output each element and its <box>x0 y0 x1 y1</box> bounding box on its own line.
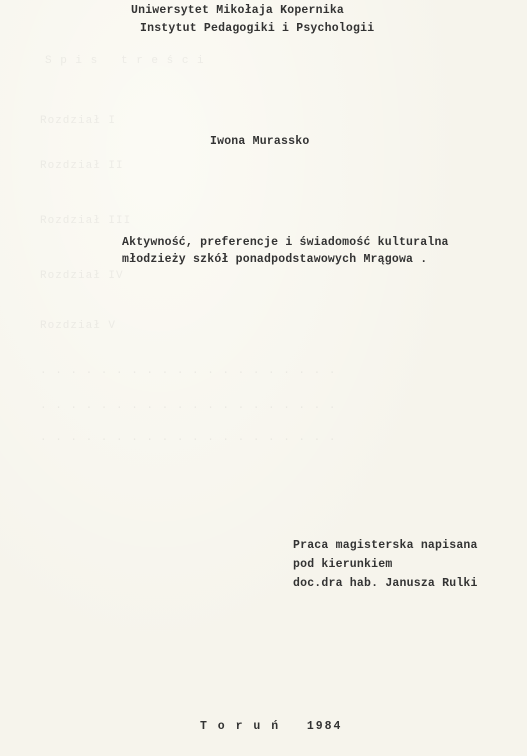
author-name: Iwona Murassko <box>210 135 310 148</box>
thesis-title-line-1: Aktywność, preferencje i świadomość kulturalna <box>122 236 449 249</box>
place-and-year: T o r u ń 1984 <box>200 720 343 733</box>
supervisor-line-1: Praca magisterska napisana <box>293 539 478 552</box>
bleed-through-texture: Rozdział IV <box>40 270 124 282</box>
supervisor-line-2: pod kierunkiem <box>293 558 393 571</box>
bleed-through-texture: . . . . . . . . . . . . . . . . . . . . <box>40 432 337 444</box>
bleed-through-texture: Rozdział V <box>40 320 117 332</box>
university-name: Uniwersytet Mikołaja Kopernika <box>131 4 345 17</box>
bleed-through-texture: Rozdział II <box>40 160 124 172</box>
institute-name: Instytut Pedagogiki i Psychologii <box>140 22 375 35</box>
bleed-through-texture: . . . . . . . . . . . . . . . . . . . . <box>40 400 337 412</box>
supervisor-line-3: doc.dra hab. Janusza Rulki <box>293 577 478 590</box>
bleed-through-texture: Rozdział III <box>40 215 132 227</box>
bleed-through-texture: . . . . . . . . . . . . . . . . . . . . <box>40 365 337 377</box>
thesis-title-line-2: młodzieży szkół ponadpodstawowych Mrągowa . <box>122 253 428 266</box>
bleed-through-texture: S p i s t r e ś c i <box>45 55 205 67</box>
bleed-through-texture: Rozdział I <box>40 115 117 127</box>
